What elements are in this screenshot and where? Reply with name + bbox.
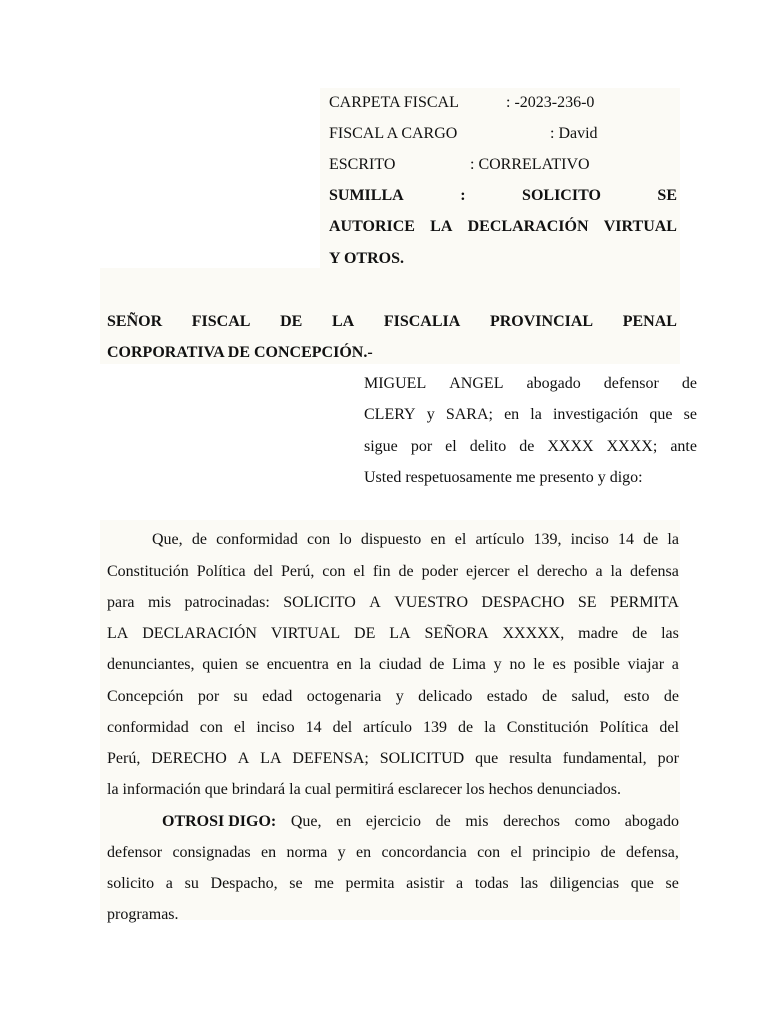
word: la [359,656,372,673]
word: octogenaria [306,688,382,705]
word: norma [286,844,328,861]
word: de [632,625,648,642]
otrosi-line-1 [162,812,679,832]
word: el [454,531,467,548]
word: Política [196,563,246,580]
word: del [659,719,679,736]
word: artículo [475,531,525,548]
word: fin [372,563,391,580]
word: Perú, [281,563,315,580]
word: de [191,531,207,548]
word: el [353,563,365,580]
word: con [477,844,501,861]
word: principio [532,844,591,861]
word: SOLICITO [283,594,356,611]
word: VUESTRO [394,594,468,611]
word: se [683,406,697,423]
fiscal-label: FISCAL A CARGO [329,125,458,142]
word: que [475,750,499,767]
word: DECLARACIÓN [142,625,257,642]
addressee-line-2: CORPORATIVA DE CONCEPCIÓN.- [107,344,373,361]
escrito-label: ESCRITO [329,156,396,173]
word: es [552,656,566,673]
word: diligencias [549,875,620,892]
otrosi-line-4: programas. [107,906,179,923]
word: para [107,594,135,611]
word: mis [465,813,489,830]
word: resulta [509,750,552,767]
intro-line-3 [364,437,697,457]
word: : [460,187,466,204]
word: denunciantes, [107,656,195,673]
word: abogado [624,813,679,830]
word: de [458,719,474,736]
word: encuentra [266,656,329,673]
word: inciso [256,719,295,736]
word: con [199,719,223,736]
intro-line-1 [364,374,697,394]
word: solicito [107,875,155,892]
word: se [665,875,679,892]
word: Constitución [107,563,189,580]
body-line-9: la información que brindará la cual permitirá esclarecer los hechos denunciados. [107,781,621,798]
word: XXXX [547,438,594,455]
word: ciudad [378,656,422,673]
body-line-5 [107,655,679,675]
word: a [456,875,464,892]
word: consignadas [172,844,251,861]
word: PROVINCIAL [489,313,594,330]
word: DERECHO [151,750,227,767]
body-line-4 [107,624,679,644]
word: FISCALIA [383,313,461,330]
word: DE [280,313,303,330]
word: por [657,750,679,767]
word: me [314,875,334,892]
otrosi-line-2 [107,843,679,863]
word: XXXXX, [502,625,565,642]
word: DE [354,625,376,642]
word: mis [147,594,172,611]
word: a [671,656,679,673]
word: DECLARACIÓN [467,218,589,235]
word: de [643,531,659,548]
word: LA [260,750,282,767]
word: delito [469,438,507,455]
word: Que, [290,813,322,830]
word: quien [202,656,238,673]
word: de [681,375,697,392]
word: en [356,844,372,861]
word: defensa, [625,844,679,861]
word: con [306,531,331,548]
word: no [509,656,526,673]
word: la [530,406,542,423]
word: que [630,875,654,892]
word: esto [623,688,650,705]
word: las [520,875,539,892]
word: Despacho, [210,875,278,892]
fiscal-value: : David [550,125,598,142]
word: defensor [603,375,659,392]
word: la [610,563,623,580]
word: y [493,656,502,673]
word: artículo [363,719,413,736]
body-line-8 [107,749,679,769]
word: VIRTUAL [270,625,341,642]
word: y [395,688,404,705]
body-line-1 [152,530,679,550]
word: de [435,813,451,830]
otrosi-line-3 [107,874,679,894]
word: en [336,656,352,673]
word: defensor [107,844,163,861]
word: dispuesto [360,531,422,548]
word: 14 [305,719,322,736]
word: y [426,406,435,423]
word: sigue [364,438,398,455]
word: poder [421,563,459,580]
word: todas [474,875,509,892]
word: la [667,531,679,548]
word: su [233,688,248,705]
body-line-3 [107,593,679,613]
word: PERMITA [609,594,679,611]
word: 139, [533,531,562,548]
word: Política [599,719,649,736]
sumilla-line-3: Y OTROS. [329,250,404,267]
word: estado [486,688,528,705]
word: en [260,844,277,861]
word: de [429,656,445,673]
word: delicado [418,688,473,705]
word: permita [345,875,395,892]
word: concordancia [381,844,467,861]
word: con [322,563,346,580]
word: a [165,875,173,892]
word: XXXX; [606,438,658,455]
word: y [337,844,346,861]
word: la [484,719,496,736]
intro-line-2 [364,405,697,425]
word: SOLICITO [522,187,601,204]
word: que [649,406,673,423]
word: por [197,688,220,705]
word: derecho [536,563,588,580]
word: 14 [618,531,634,548]
escrito-value: : CORRELATIVO [470,156,590,173]
word: conformidad [216,531,298,548]
word: el [445,438,457,455]
word: SARA; [445,406,493,423]
word: SE [657,187,677,204]
word: viajar [627,656,665,673]
word: SEÑORA [424,625,489,642]
body-line-2 [107,562,679,582]
word: SE [577,594,597,611]
intro-line-4: Usted respetuosamente me presento y digo: [364,469,643,486]
word: Que, [152,531,183,548]
body-line-6 [107,687,679,707]
sumilla-line-2 [329,217,677,237]
word: ejercicio [365,813,421,830]
word: conformidad [107,719,189,736]
word: PENAL [622,313,677,330]
word: A [369,594,381,611]
word: ante [670,438,697,455]
word: el [510,844,523,861]
word: de [542,688,558,705]
word: SOLICITUD [379,750,465,767]
body-line-7 [107,718,679,738]
word: de [519,438,535,455]
word: patrocinadas: [184,594,270,611]
word: lo [339,531,352,548]
carpeta-label: CARPETA FISCAL [329,94,459,111]
word: el [517,563,529,580]
word: AUTORICE [329,218,415,235]
word: SUMILLA [329,187,404,204]
word: Perú, [107,750,141,767]
word: defensa [630,563,679,580]
word: fundamental, [562,750,647,767]
word: asistir [406,875,445,892]
carpeta-value: : -2023-236-0 [506,94,595,111]
word: inciso [570,531,609,548]
header-tint [320,88,680,268]
word: las [661,625,679,642]
word: posible [573,656,620,673]
word: en [336,813,352,830]
word: investigación [552,406,639,423]
word: LA [331,313,355,330]
word: MIGUEL [364,375,427,392]
word: el [233,719,246,736]
word: CLERY [364,406,416,423]
word: DESPACHO [481,594,565,611]
addressee-line-1 [107,312,677,332]
word: SEÑOR [107,313,163,330]
word: A [237,750,250,767]
word: derechos [503,813,560,830]
word: de [663,688,679,705]
word: por [410,438,433,455]
word: abogado [526,375,581,392]
word: edad [262,688,293,705]
word: le [533,656,545,673]
word: 139 [423,719,448,736]
word: a [595,563,603,580]
word: LA [389,625,411,642]
word: LA [430,218,453,235]
word: ejercer [465,563,510,580]
word: de [398,563,414,580]
word: ANGEL [449,375,504,392]
word: del [253,563,274,580]
word: VIRTUAL [603,218,677,235]
word: Constitución [506,719,589,736]
word: se [245,656,259,673]
word: salud, [571,688,610,705]
word: de [600,844,616,861]
word: se [289,875,303,892]
word: madre [578,625,619,642]
word: su [184,875,199,892]
word: en [430,531,446,548]
word: LA [107,625,129,642]
word: del [332,719,353,736]
word: Lima [452,656,486,673]
word: FISCAL [191,313,251,330]
word: como [574,813,611,830]
otrosi-label: OTROSI DIGO: [162,813,277,830]
word: Concepción [107,688,184,705]
word: DEFENSA; [292,750,369,767]
sumilla-line-1 [329,186,677,206]
word: en [504,406,520,423]
